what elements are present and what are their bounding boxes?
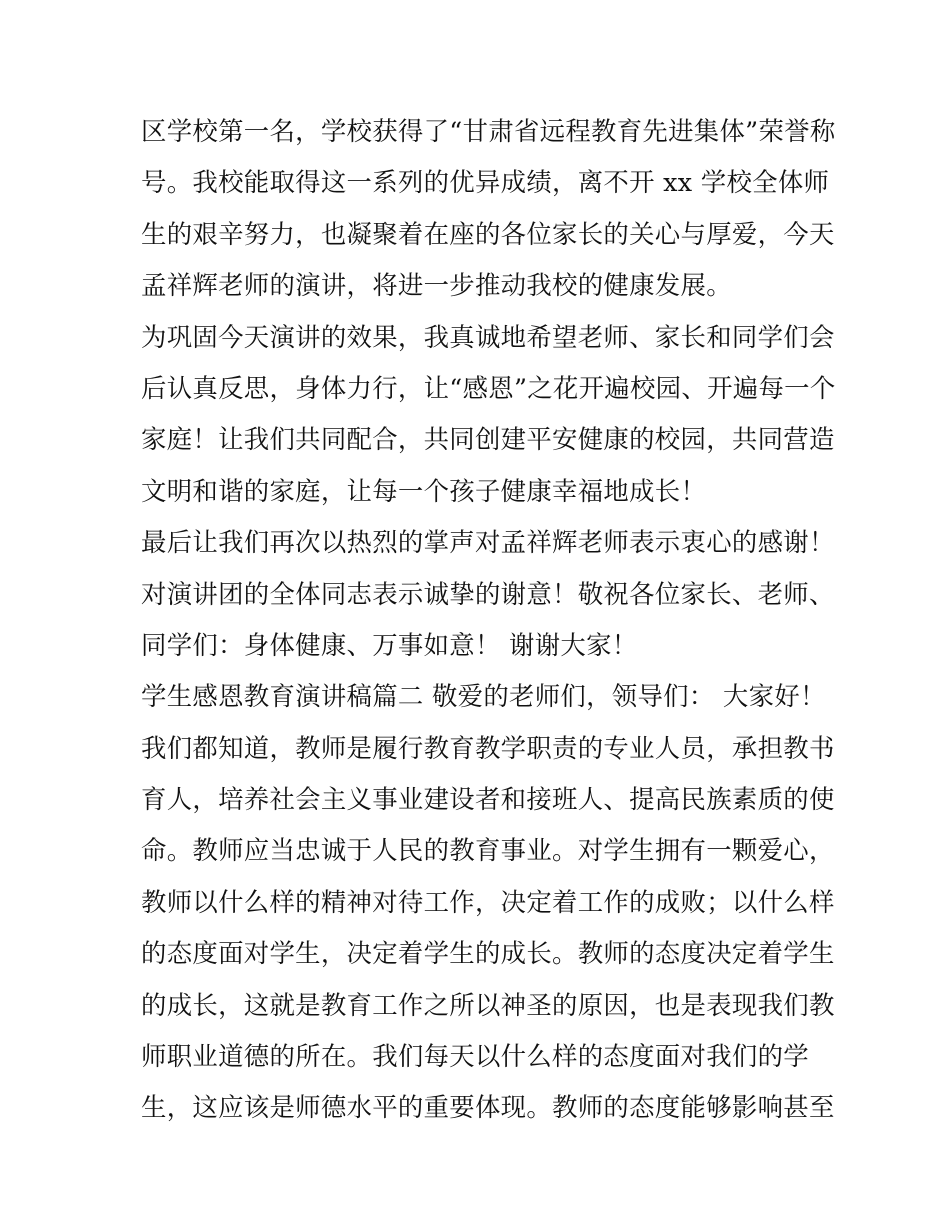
text-line: 教师以什么样的精神对待工作，决定着工作的成败；以什么样: [141, 886, 835, 917]
section-heading-line: 学生感恩教育演讲稿篇二 敬爱的老师们，领导们： 大家好！: [141, 681, 826, 712]
text-line: 后认真反思，身体力行，让“感恩”之花开遍校园、开遍每一个: [141, 372, 836, 403]
text-line: 家庭！让我们共同配合，共同创建平安健康的校园，共同营造: [141, 424, 835, 455]
text-line: 命。教师应当忠诚于人民的教育事业。对学生拥有一颗爱心，: [141, 835, 835, 866]
text-line: 最后让我们再次以热烈的掌声对孟祥辉老师表示衷心的感谢！: [141, 527, 835, 558]
document-body: [141, 106, 836, 1134]
text-line: 同学们：身体健康、万事如意！ 谢谢大家！: [141, 629, 638, 660]
text-line: 为巩固今天演讲的效果，我真诚地希望老师、家长和同学们会: [141, 321, 835, 352]
text-line: 孟祥辉老师的演讲，将进一步推动我校的健康发展。: [141, 270, 732, 301]
text-line: 区学校第一名，学校获得了“甘肃省远程教育先进集体”荣誉称: [141, 116, 836, 146]
text-line: 生的艰辛努力，也凝聚着在座的各位家长的关心与厚爱，今天: [141, 218, 835, 249]
text-line: 对演讲团的全体同志表示诚挚的谢意！敬祝各位家长、老师、: [141, 578, 835, 609]
text-line: 育人，培养社会主义事业建设者和接班人、提高民族素质的使: [141, 784, 835, 815]
text-line: 的态度面对学生，决定着学生的成长。教师的态度决定着学生: [141, 938, 835, 969]
text-line: 号。我校能取得这一系列的优异成绩，离不开 xx 学校全体师: [141, 167, 830, 198]
text-line: 我们都知道，教师是履行教育教学职责的专业人员，承担教书: [141, 732, 835, 763]
text-line: 文明和谐的家庭，让每一个孩子健康幸福地成长！: [141, 475, 707, 506]
text-line: 师职业道德的所在。我们每天以什么样的态度面对我们的学: [141, 1041, 809, 1072]
text-line: 的成长，这就是教育工作之所以神圣的原因，也是表现我们教: [141, 989, 835, 1020]
text-line: 生，这应该是师德水平的重要体现。教师的态度能够影响甚至: [141, 1092, 835, 1123]
